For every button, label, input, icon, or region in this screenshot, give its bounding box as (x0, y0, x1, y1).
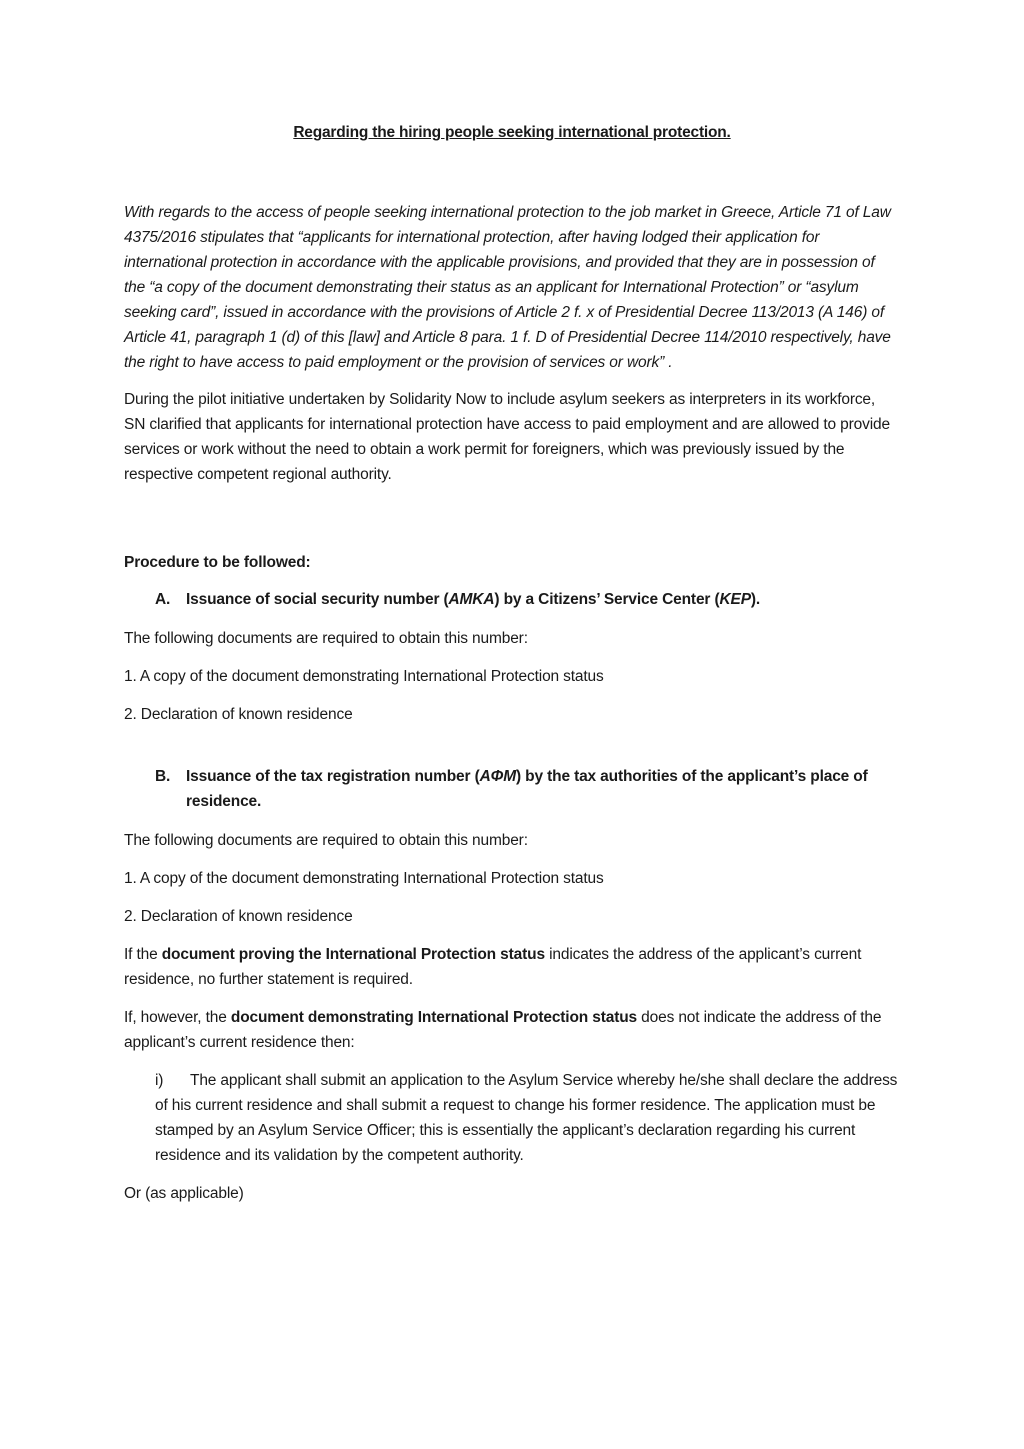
document-title: Regarding the hiring people seeking international protection. (293, 124, 731, 141)
section-b-doc-2: 2. Declaration of known residence (124, 908, 353, 925)
address-paragraph-1-bold: document proving the International Protection status (161, 946, 545, 963)
section-a-abbr-amka: AMKA (448, 591, 495, 608)
address-paragraph-1 (124, 942, 899, 992)
section-b-title (186, 764, 899, 814)
section-b-docs-intro: The following documents are required to obtain this number: (124, 832, 528, 849)
address-paragraph-2-pre: If, however, the (124, 1009, 231, 1026)
spacer (124, 727, 899, 764)
section-a-abbr-kep: KEP (719, 591, 751, 608)
section-a-title-part: ) by a Citizens’ Service Center ( (494, 591, 720, 608)
section-b-heading (155, 764, 899, 814)
section-a-title-part: ). (750, 591, 761, 608)
sub-item-i-marker: i) (155, 1072, 164, 1089)
sub-item-i-text: The applicant shall submit an application to the Asylum Service whereby he/she shall declare the address of his current residence and shall submit a request to change his former residence. The application must be stamped by an Asylum Service Officer; this is essentially the applicant’s declaration regarding his current residence and its validation by the competent authority. (155, 1072, 898, 1164)
section-b-title-part: ) by the tax authorities of the applicant’s place of residence. (186, 768, 868, 810)
address-paragraph-2-post: does not indicate the address of the applicant’s current residence then: (124, 1009, 882, 1051)
document-body (124, 200, 899, 1206)
section-b-title-part: Issuance of the tax registration number ( (186, 768, 480, 785)
procedure-heading: Procedure to be followed: (124, 554, 311, 571)
spacer (124, 499, 899, 550)
address-paragraph-1-post: indicates the address of the applicant’s current residence, no further statement is required. (124, 946, 862, 988)
intro-paragraph: With regards to the access of people seeking international protection to the job market in Greece, Article 71 of Law 4375/2016 stipulates that “applicants for international protection, after having lodged their application for international protection in accordance with the applicable provisions, and provided that they are in possession of the “a copy of the document demonstrating their status as an applicant for International Protection” or “asylum seeking card”, issued in accordance with the provisions of Article 2 f. x of Presidential Decree 113/2013 (A 146) of Article 41, paragraph 1 (d) of this [law] and Article 8 para. 1 f. D of Presidential Decree 114/2010 respectively, have the right to have access to paid employment or the provision of services or work” . (124, 204, 891, 371)
section-a-title-part: Issuance of social security number ( (186, 591, 449, 608)
section-a-doc-2: 2. Declaration of known residence (124, 706, 353, 723)
section-b-abbr-afm: AΦΜ (479, 768, 516, 785)
closing-line: Or (as applicable) (124, 1185, 244, 1202)
address-paragraph-2 (124, 1005, 899, 1055)
section-a-title (186, 587, 899, 612)
section-b-letter: B. (155, 768, 171, 785)
section-a-docs-intro: The following documents are required to obtain this number: (124, 630, 528, 647)
section-b-doc-1: 1. A copy of the document demonstrating International Protection status (124, 870, 604, 887)
address-paragraph-1-pre: If the (124, 946, 162, 963)
section-a-doc-1: 1. A copy of the document demonstrating International Protection status (124, 668, 604, 685)
sub-item-i (155, 1068, 899, 1168)
section-a-letter: A. (155, 591, 171, 608)
section-a-heading (155, 587, 899, 612)
pilot-paragraph: During the pilot initiative undertaken by Solidarity Now to include asylum seekers as interpreters in its workforce, SN clarified that applicants for international protection have access to paid employment and are allowed to provide services or work without the need to obtain a work permit for foreigners, which was previously issued by the respective competent regional authority. (124, 391, 890, 483)
address-paragraph-2-bold: document demonstrating International Protection status (230, 1009, 638, 1026)
